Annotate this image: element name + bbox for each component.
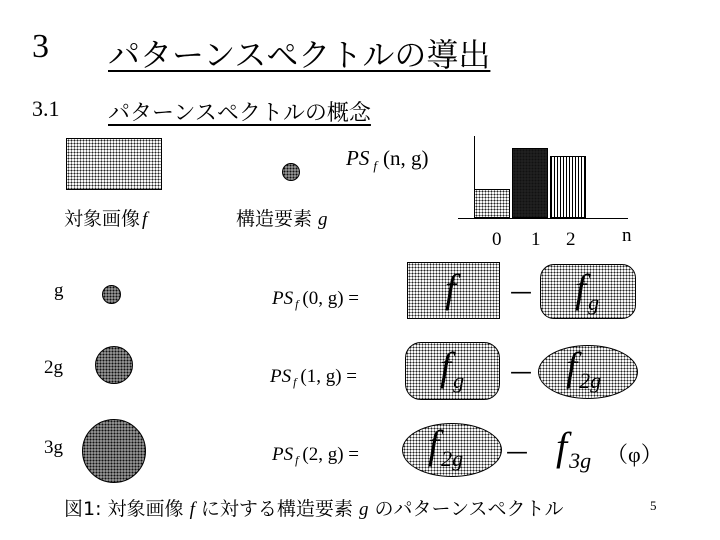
structuring-element-label: 構造要素 g <box>236 208 328 230</box>
structuring-element-g <box>102 285 121 304</box>
row-formula-0: PS $_f$ (0, g) = <box>272 288 360 312</box>
structuring-element-3g <box>82 419 146 483</box>
page-number: 5 <box>650 498 657 513</box>
target-image-label: 対象画像 f <box>64 208 148 230</box>
bar-1 <box>512 148 548 218</box>
structuring-element-dot <box>282 163 300 181</box>
bar-0 <box>474 189 510 218</box>
row-formula-1: PS $_f$ (1, g) = <box>270 366 358 390</box>
row-label-g: g <box>54 280 64 301</box>
x-axis-label: n <box>622 225 632 246</box>
row-0-rhs-label: $f_g$ <box>575 266 600 315</box>
x-tick-1: 1 <box>531 229 541 250</box>
row-formula-2: PS $_f$ (2, g) = <box>272 444 360 468</box>
x-axis <box>458 218 628 219</box>
row-0-minus: — <box>510 280 532 305</box>
row-label-2g: 2g <box>44 357 63 378</box>
title-number: 3 <box>32 28 49 65</box>
bar-2 <box>550 156 586 218</box>
target-image-box <box>66 138 162 190</box>
x-tick-0: 0 <box>492 229 502 250</box>
section-title: パターンスペクトルの概念 <box>108 101 371 126</box>
pattern-spectrum-chart <box>458 136 658 236</box>
row-2-minus: — <box>506 440 528 465</box>
row-2-empty-note: （φ） <box>606 442 663 467</box>
row-0-lhs-label: f <box>445 266 457 311</box>
row-1-minus: — <box>510 360 532 385</box>
row-2-rhs-label: $f_{3g}$ <box>556 424 592 473</box>
figure-caption: 図1: 対象画像 f に対する構造要素 g のパターンスペクトル <box>64 498 564 520</box>
row-1-lhs-label: $f_g$ <box>440 344 465 393</box>
row-label-3g: 3g <box>44 437 63 458</box>
row-1-rhs-label: $f_{2g}$ <box>566 344 602 393</box>
page-title: パターンスペクトルの導出 <box>108 36 491 74</box>
structuring-element-2g <box>95 346 133 384</box>
row-2-lhs-label: $f_{2g}$ <box>428 422 464 471</box>
x-tick-2: 2 <box>566 229 576 250</box>
section-number: 3.1 <box>32 96 60 121</box>
ps-formula: PS $_f$ (n, g) <box>346 146 429 173</box>
